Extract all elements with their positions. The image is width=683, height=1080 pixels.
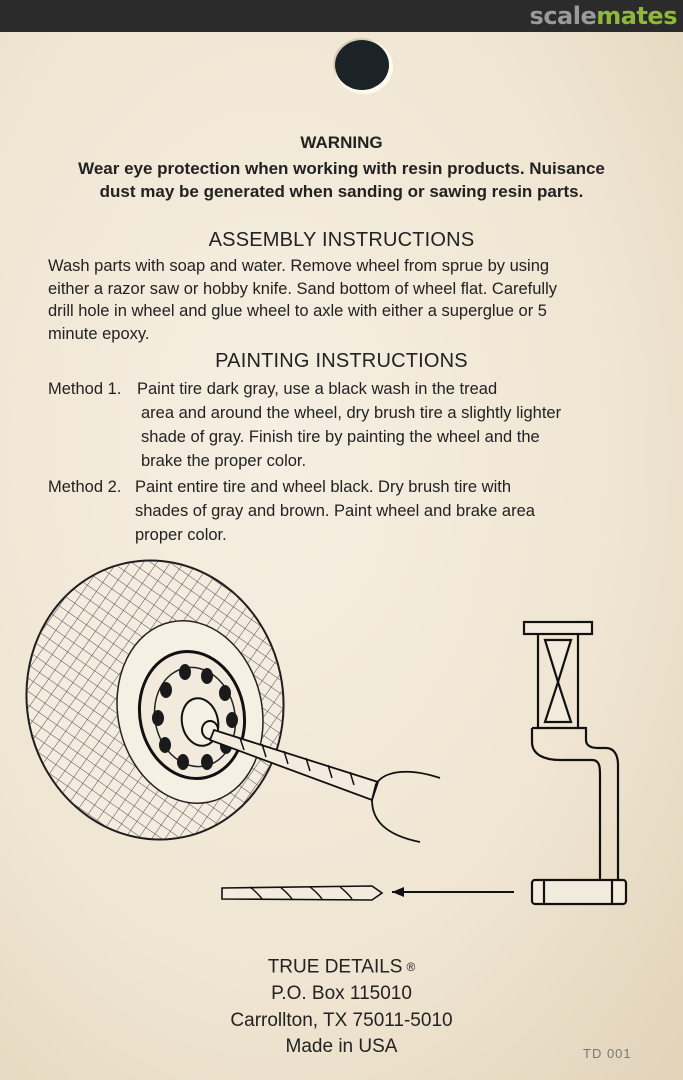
method-2-line-1: Paint entire tire and wheel black. Dry brush tire with [135, 478, 512, 496]
method-1-line-4: brake the proper color. [141, 452, 307, 470]
direction-arrow [392, 887, 514, 897]
brand-name [0, 954, 683, 981]
drill-bit-loose [222, 886, 382, 900]
painting-title: PAINTING INSTRUCTIONS [215, 350, 468, 372]
assembly-line-3: drill hole in wheel and glue wheel to axle with either a superglue or 5 [48, 302, 547, 320]
method-1-line-1: Paint tire dark gray, use a black wash in the tread [137, 380, 498, 398]
made-in: Made in USA [285, 1036, 398, 1057]
logo-part-mates: mates [596, 2, 677, 30]
po-box: P.O. Box 115010 [271, 983, 412, 1004]
warning-line-1: Wear eye protection when working with resin products. Nuisance [78, 159, 605, 178]
warning-line-2: dust may be generated when sanding or sawing resin parts. [99, 182, 584, 201]
assembly-line-4: minute epoxy. [48, 324, 150, 343]
assembly-line-2: either a razor saw or hobby knife. Sand bottom of wheel flat. Carefully [48, 279, 558, 298]
method-1-line-3: shade of gray. Finish tire by painting the wheel and the [141, 428, 540, 446]
method-1-label: Method 1. [48, 380, 122, 398]
axle-strut-drawing [524, 622, 626, 904]
method-1-line-2: area and around the wheel, dry brush tire a slightly lighter [141, 404, 562, 422]
tire-drawing [1, 536, 310, 863]
warning-title: WARNING [300, 133, 383, 152]
assembly-line-1: Wash parts with soap and water. Remove wheel from sprue by using [48, 257, 550, 275]
registered-mark: ® [406, 960, 416, 974]
method-2-label: Method 2. [48, 478, 122, 496]
city-address: Carrollton, TX 75011-5010 [230, 1010, 453, 1031]
assembly-title: ASSEMBLY INSTRUCTIONS [208, 229, 475, 251]
logo-part-scale: scale [529, 2, 597, 30]
brand-text: TRUE DETAILS [267, 956, 403, 978]
product-code: TD 001 [583, 1046, 632, 1061]
method-2-line-3: proper color. [135, 526, 227, 544]
method-2-line-2: shades of gray and brown. Paint wheel and brake area [135, 502, 535, 520]
